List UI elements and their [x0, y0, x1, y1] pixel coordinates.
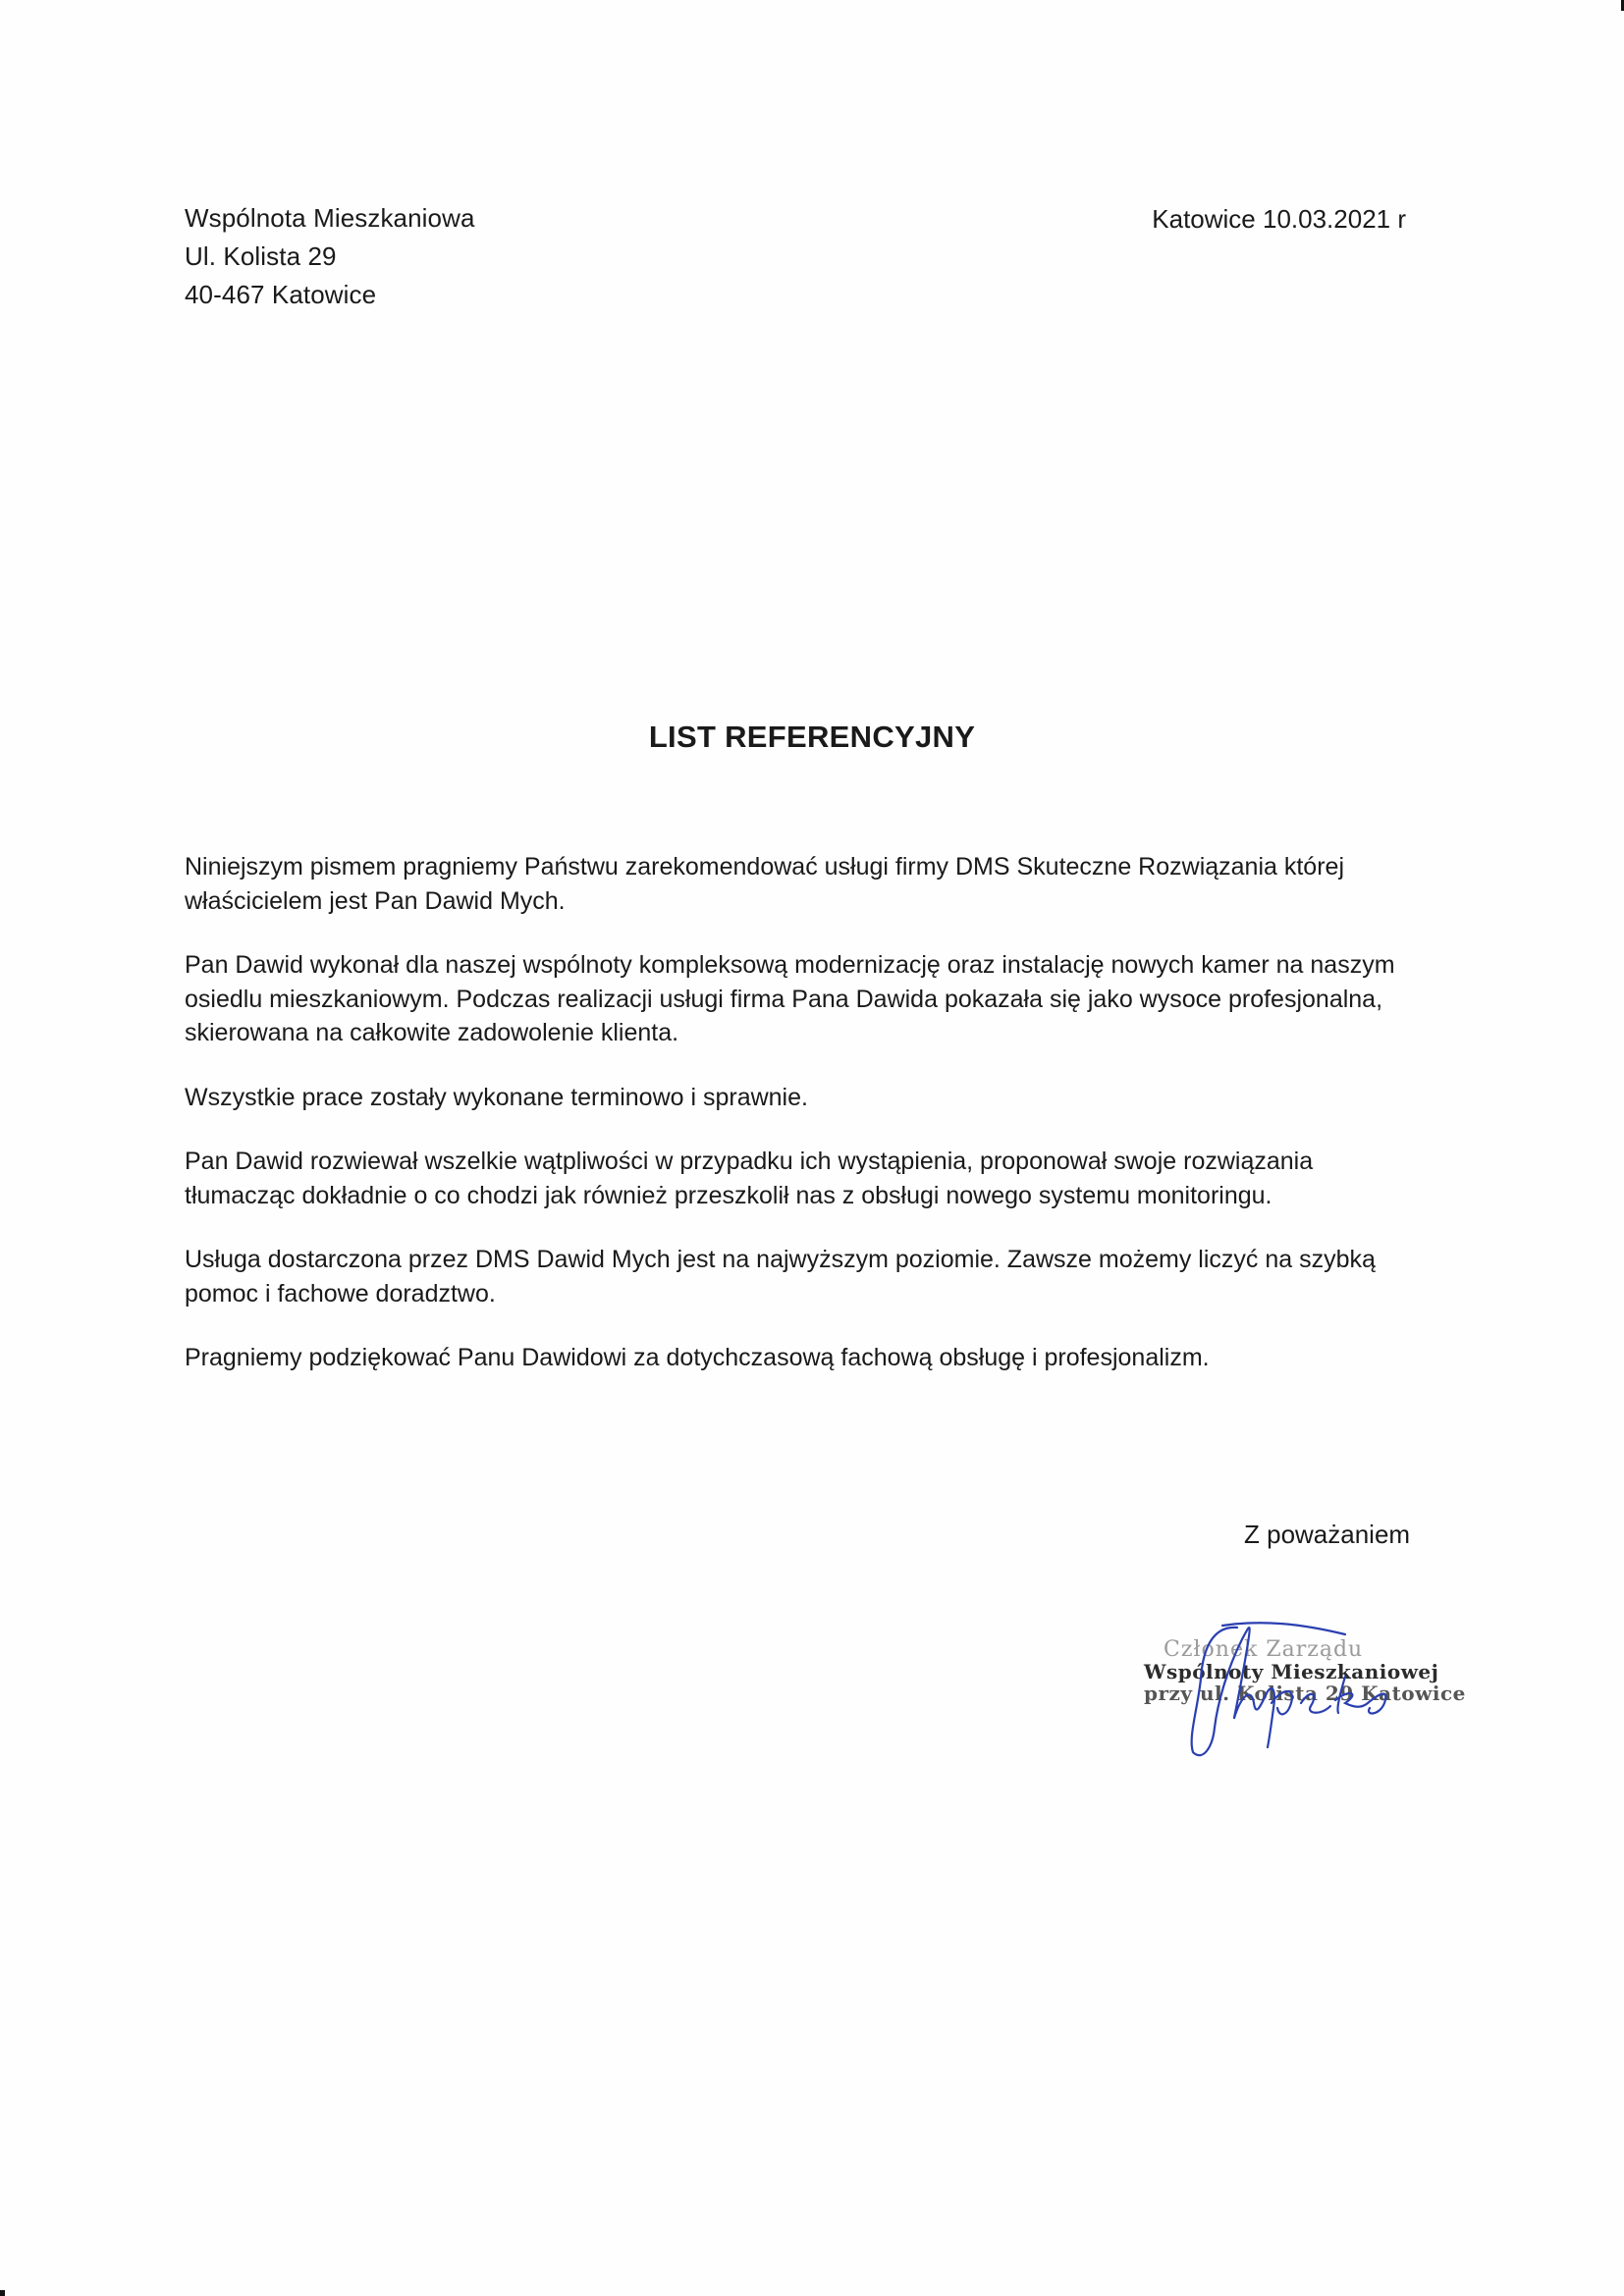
sender-address — [185, 199, 475, 314]
paragraph: Niniejszym pismem pragniemy Państwu zarekomendować usługi firmy DMS Skuteczne Rozwiązania której właścicielem jest Pan Dawid Mych. — [185, 853, 1344, 915]
place-and-date: Katowice 10.03.2021 r — [1152, 204, 1406, 234]
sender-name: Wspólnota Mieszkaniowa — [185, 203, 475, 233]
sender-street: Ul. Kolista 29 — [185, 241, 337, 271]
paragraph: Pragniemy podziękować Panu Dawidowi za dotychczasową fachową obsługę i profesjonalizm. — [185, 1344, 1210, 1371]
stamp-line-organization: Wspólnoty Mieszkaniowej — [1144, 1660, 1439, 1683]
letter-body — [185, 850, 1412, 1406]
signature-block — [1144, 1610, 1466, 1767]
stamp-line-role: Członek Zarządu — [1164, 1637, 1364, 1662]
paragraph: Pan Dawid wykonał dla naszej wspólnoty kompleksową modernizację oraz instalację nowych kamer na naszym osiedlu mieszkaniowym. Podczas realizacji usługi firma Pana Dawida pokazała się jako wysoce profesjonalna, skierowana na całkowite zadowolenie klienta. — [185, 951, 1395, 1046]
paragraph: Wszystkie prace zostały wykonane terminowo i sprawnie. — [185, 1083, 808, 1111]
sender-city: 40-467 Katowice — [185, 280, 377, 309]
document-title: LIST REFERENCYJNY — [648, 720, 976, 754]
paragraph: Pan Dawid rozwiewał wszelkie wątpliwości w przypadku ich wystąpienia, proponował swoje rozwiązania tłumacząc dokładnie o co chodzi jak również przeszkolił nas z obsługi nowego systemu monitoringu. — [185, 1148, 1314, 1209]
paragraph: Usługa dostarczona przez DMS Dawid Mych jest na najwyższym poziomie. Zawsze możemy liczyć na szybką pomoc i fachowe doradztwo. — [185, 1246, 1376, 1308]
handwritten-signature-icon — [1144, 1610, 1466, 1767]
stamp-line-address: przy ul. Kolista 29 Katowice — [1144, 1682, 1466, 1705]
closing-salutation: Z poważaniem — [1244, 1520, 1411, 1549]
scan-mark — [0, 2290, 5, 2296]
